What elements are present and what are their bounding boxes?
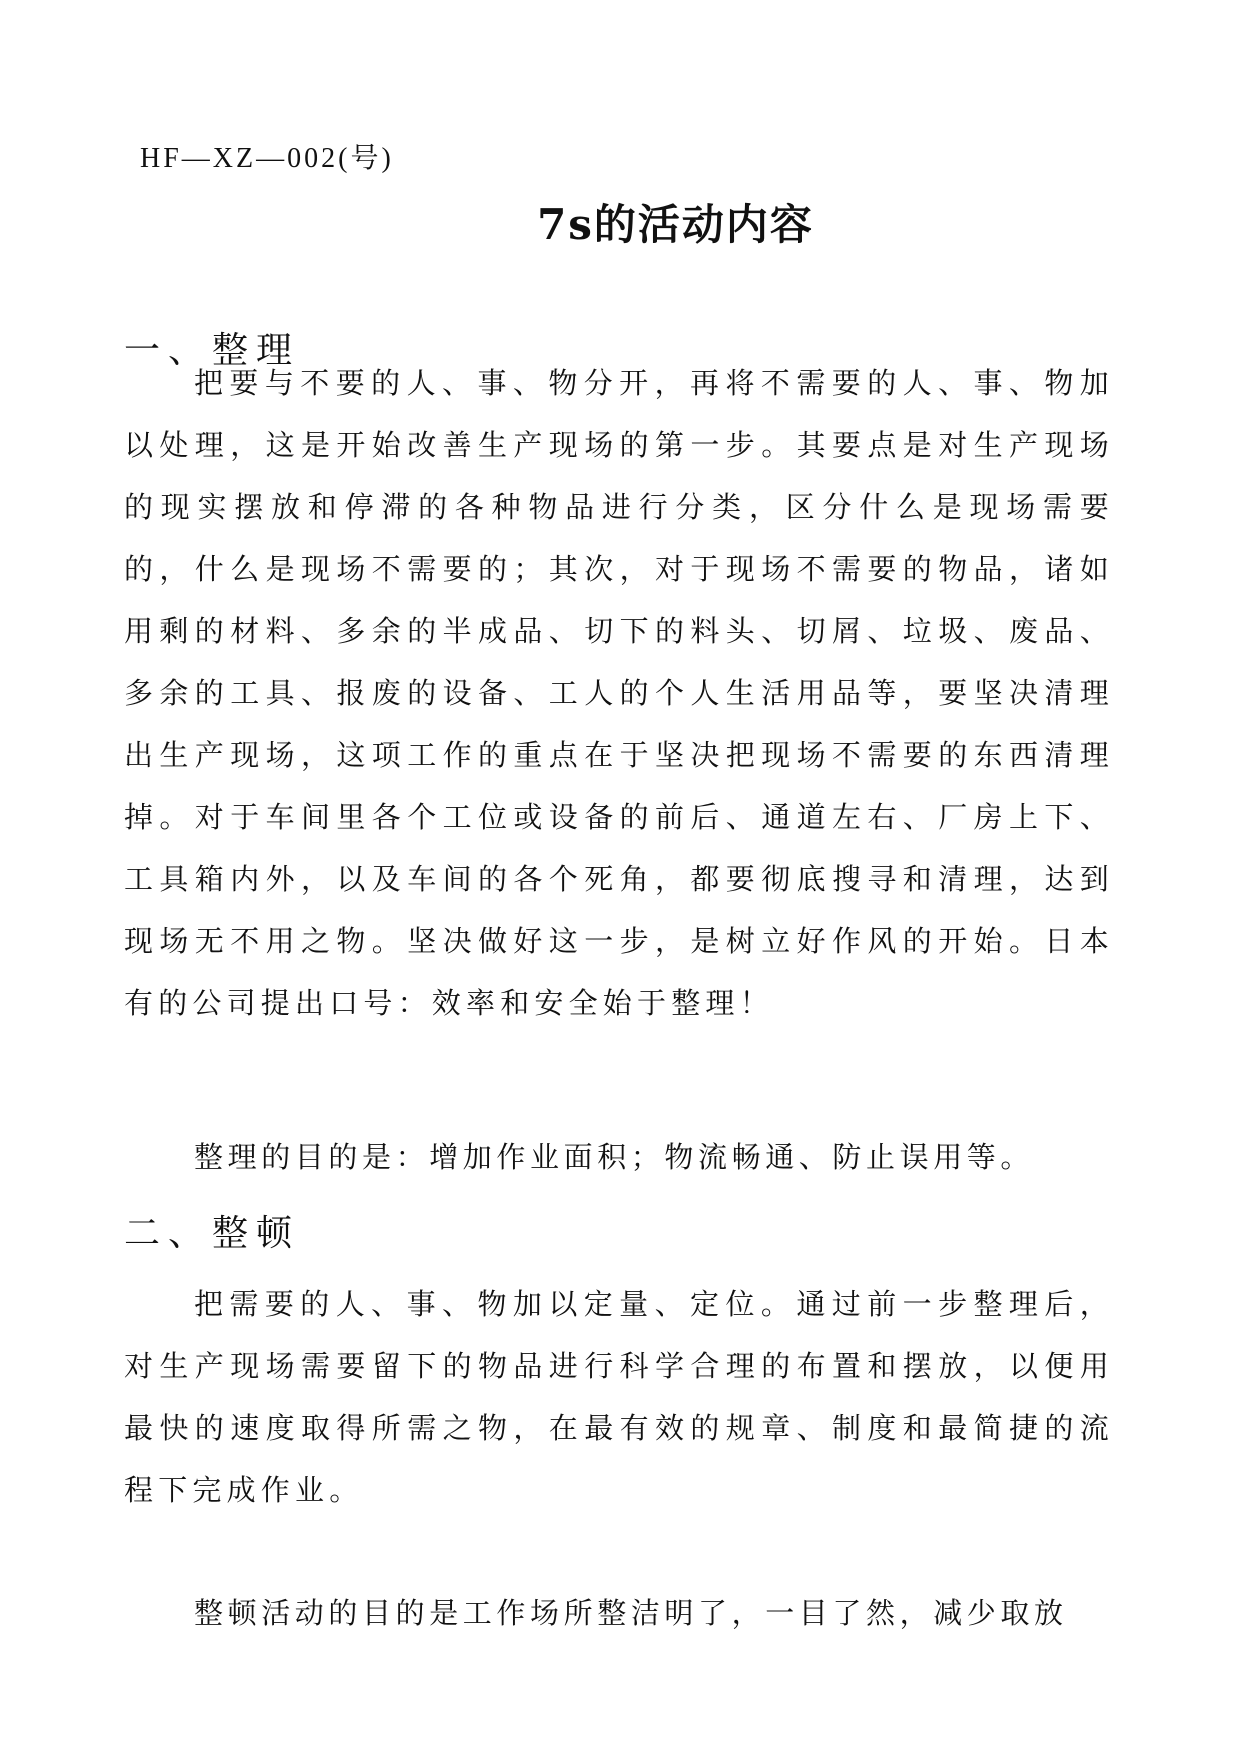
paragraph-arranging-purpose: 整顿活动的目的是工作场所整洁明了，一目了然，减少取放 (194, 1596, 1068, 1630)
document-title: 7s的活动内容 (537, 200, 814, 249)
section-heading-arranging: 二、整顿 (124, 1213, 301, 1254)
document-code: HF—XZ—002(号) (140, 143, 394, 174)
paragraph-sorting-description: 把要与不要的人、事、物分开，再将不需要的人、事、物加以处理，这是开始改善生产现场的第一步。其要点是对生产现场的现实摆放和停滞的各种物品进行分类，区分什么是现场需要的，什么是现场不需要的；其次，对于现场不需要的物品，诸如用剩的材料、多余的半成品、切下的料头、切屑、垃圾、废品、多余的工具、报废的设备、工人的个人生活用品等，要坚决清理出生产现场，这项工作的重点在于坚决把现场不需要的东西清理掉。对于车间里各个工位或设备的前后、通道左右、厂房上下、工具箱内外，以及车间的各个死角，都要彻底搜寻和清理，达到现场无不用之物。坚决做好这一步，是树立好作风的开始。日本有的公司提出口号：效率和安全始于整理！ (124, 366, 1114, 1020)
paragraph-sorting-purpose: 整理的目的是：增加作业面积；物流畅通、防止误用等。 (194, 1140, 1035, 1174)
section-heading-sorting: 一、整理 (124, 330, 301, 371)
paragraph-arranging-description: 把需要的人、事、物加以定量、定位。通过前一步整理后，对生产现场需要留下的物品进行科学合理的布置和摆放，以便用最快的速度取得所需之物，在最有效的规章、制度和最简捷的流程下完成作业。 (124, 1287, 1114, 1507)
